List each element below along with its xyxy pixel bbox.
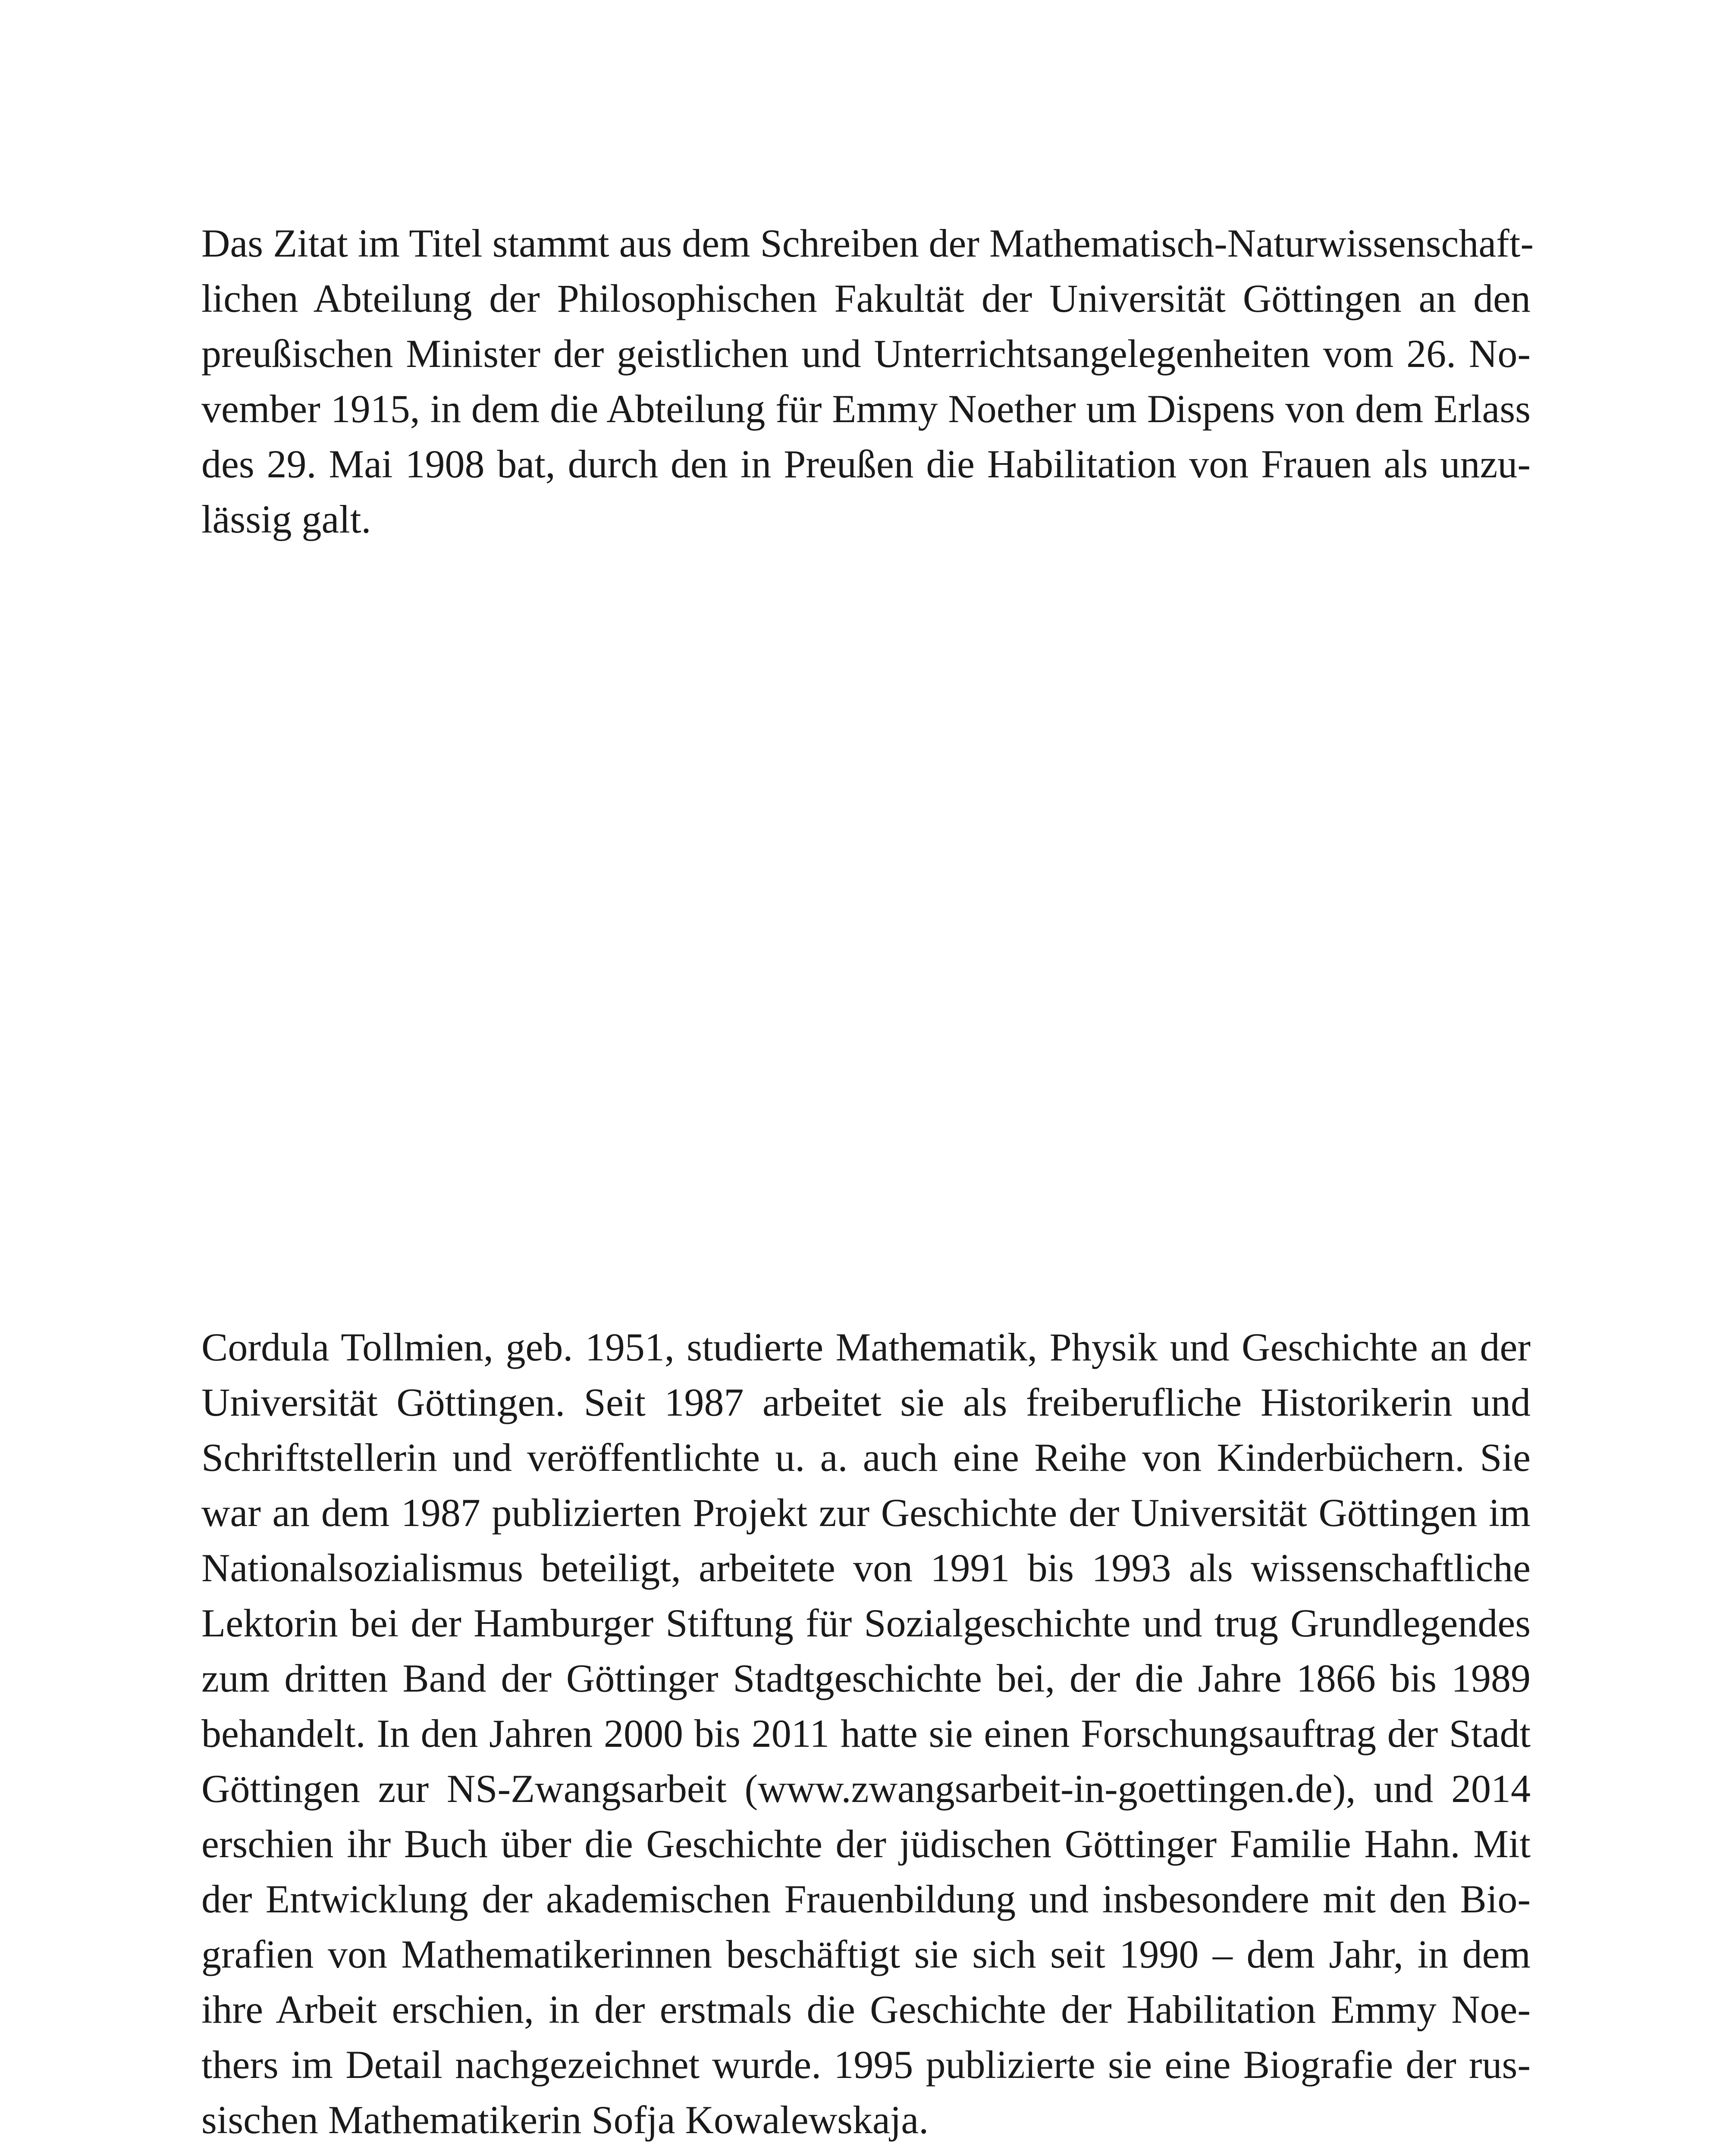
note-line: lässig galt. (201, 497, 371, 541)
bio-line: erschien ihr Buch über die Geschichte der jüdischen Göttinger Familie Hahn. Mit (201, 1822, 1531, 1866)
bio-line: sischen Mathematikerin Sofja Kowalewskaja. (201, 2098, 929, 2142)
bio-line: Nationalsozialismus beteiligt, arbeitete von 1991 bis 1993 als wissenschaftliche (201, 1546, 1531, 1590)
bio-line: war an dem 1987 publizierten Projekt zur Geschichte der Universität Göttingen im (201, 1491, 1531, 1535)
note-line: des 29. Mai 1908 bat, durch den in Preußen die Habilitation von Frauen als unzu- (201, 442, 1531, 486)
note-line: lichen Abteilung der Philosophischen Fakultät der Universität Göttingen an den (201, 276, 1531, 320)
bio-line: der Entwicklung der akademischen Frauenbildung und insbesondere mit den Bio- (201, 1877, 1531, 1921)
bio-line: Lektorin bei der Hamburger Stiftung für Sozialgeschichte und trug Grundlegendes (201, 1601, 1531, 1645)
bio-line: Göttingen zur NS-Zwangsarbeit (www.zwangsarbeit-in-goettingen.de), und 2014 (201, 1767, 1531, 1811)
note-line: preußischen Minister der geistlichen und Unterrichtsangelegenheiten vom 26. No- (201, 332, 1531, 376)
bio-line: behandelt. In den Jahren 2000 bis 2011 hatte sie einen Forschungsauftrag der Stadt (201, 1711, 1531, 1755)
bio-line: ihre Arbeit erschien, in der erstmals die Geschichte der Habilitation Emmy Noe- (201, 1987, 1531, 2031)
bio-line: Universität Göttingen. Seit 1987 arbeitet sie als freiberufliche Historikerin und (201, 1380, 1531, 1424)
bio-line: Cordula Tollmien, geb. 1951, studierte Mathematik, Physik und Geschichte an der (201, 1325, 1531, 1369)
note-line: vember 1915, in dem die Abteilung für Emmy Noether um Dispens von dem Erlass (201, 387, 1531, 431)
bio-line: Schriftstellerin und veröffentlichte u. a. auch eine Reihe von Kinderbüchern. Sie (201, 1435, 1531, 1479)
bio-line: zum dritten Band der Göttinger Stadtgeschichte bei, der die Jahre 1866 bis 1989 (201, 1656, 1531, 1700)
note-line: Das Zitat im Titel stammt aus dem Schreiben der Mathematisch-Naturwissenschaft- (201, 221, 1534, 265)
bio-line: thers im Detail nachgezeichnet wurde. 1995 publizierte sie eine Biografie der rus- (201, 2043, 1531, 2087)
bio-line: grafien von Mathematikerinnen beschäftigt sie sich seit 1990 – dem Jahr, in dem (201, 1932, 1531, 1976)
